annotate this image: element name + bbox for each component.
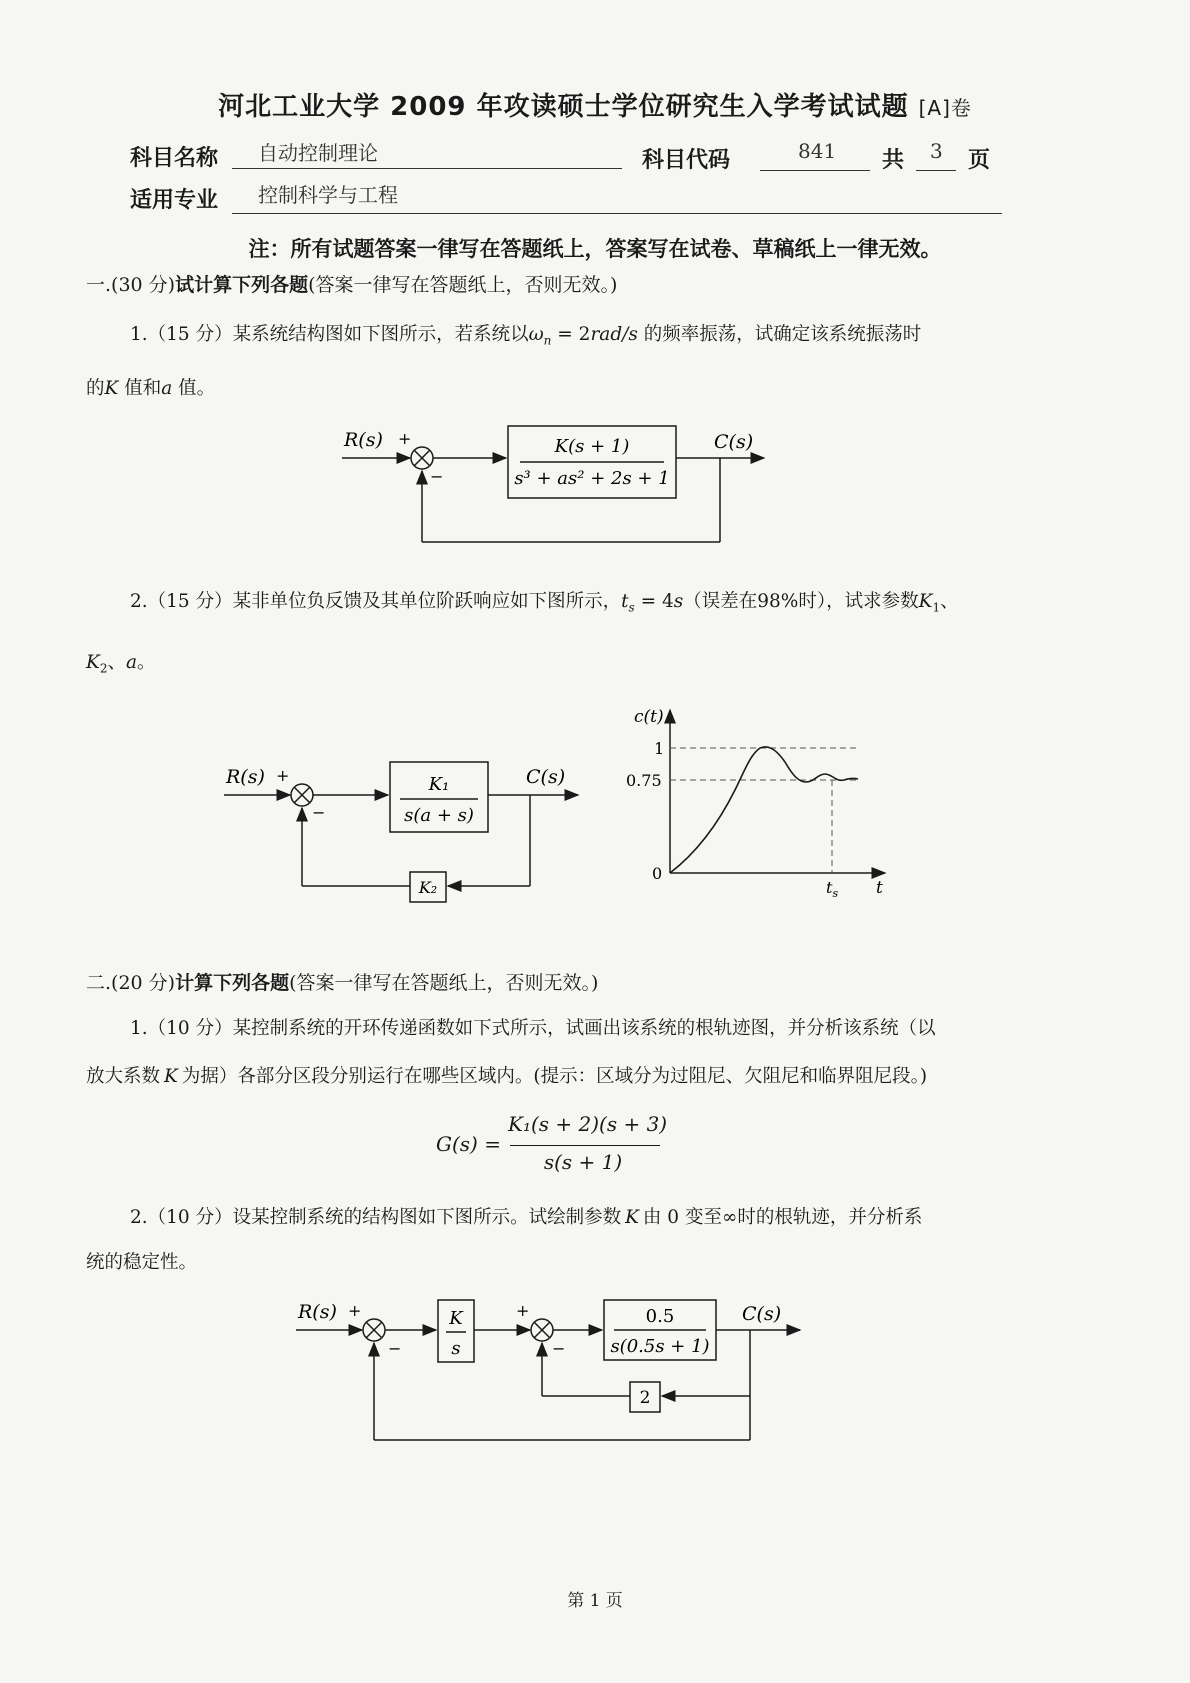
plot-xlabel: t — [876, 878, 883, 898]
s1-q2-plus: + — [276, 766, 290, 785]
subject-label: 科目名称 — [130, 146, 219, 171]
s2-q2-plus2: + — [516, 1301, 530, 1320]
s1-q1-plus: + — [398, 429, 412, 448]
plot-ylabel: c(t) — [634, 707, 664, 727]
formula-num: K₁(s + 2)(s + 3) — [508, 1112, 668, 1136]
s1-q1-num: K(s + 1) — [554, 436, 630, 457]
s1-q1-den: s³ + as² + 2s + 1 — [514, 468, 670, 489]
s1-q2-s: s — [673, 591, 684, 612]
section2-num: 二. — [86, 972, 112, 994]
total-pages: 3 — [930, 139, 943, 163]
total-label: 共 — [882, 148, 905, 173]
s1-q1-eq: = 2 — [551, 324, 591, 345]
s1-q2-K2-sub: 2 — [99, 661, 108, 676]
code-underline — [760, 170, 870, 171]
s1-q2-line1 — [130, 587, 959, 623]
s1-q1-block-diagram — [330, 418, 780, 553]
s1-q2-den: s(a + s) — [404, 805, 474, 826]
exam-title — [0, 86, 1190, 123]
major-value: 控制科学与工程 — [258, 183, 398, 207]
s1-q2-minus: − — [312, 803, 326, 822]
code-label: 科目代码 — [642, 148, 731, 173]
s1-q2-end: 。 — [137, 652, 156, 673]
s2-q2-line2: 统的稳定性。 — [86, 1252, 198, 1273]
s2-q2-minus2: − — [552, 1339, 566, 1358]
s2-q2-text-a: 2.（10 分）设某控制系统的结构图如下图所示。试绘制参数 — [130, 1207, 622, 1228]
s2-q2-minus1: − — [388, 1339, 402, 1358]
subject-value: 自动控制理论 — [258, 141, 378, 165]
exam-title-text: 河北工业大学 2009 年攻读硕士学位研究生入学考试试题 — [218, 92, 909, 122]
s1-q2-K1: K — [918, 591, 933, 612]
plot-ts — [826, 878, 838, 900]
total-underline — [916, 170, 956, 171]
s2-q2-line1 — [130, 1203, 922, 1233]
s2-q1-formula — [436, 1112, 696, 1182]
s1-q2-a: a — [125, 652, 138, 673]
s1-q1-text-d: 值和 — [118, 378, 162, 399]
code-value: 841 — [798, 139, 837, 163]
s1-q1-a: a — [161, 378, 173, 399]
s1-q2-K1-sub: 1 — [932, 600, 941, 615]
s1-q2-block-diagram — [220, 750, 600, 910]
s1-q2-sep2: 、 — [107, 652, 126, 673]
s1-q2-text-b: （误差在98%时），试求参数 — [683, 591, 919, 612]
s1-q1-line2 — [86, 374, 215, 404]
formula-lhs: G(s) = — [436, 1132, 501, 1156]
step-response-curve — [670, 747, 858, 873]
plot-tick-075: 0.75 — [626, 771, 662, 790]
s1-q2-ts-sub: s — [628, 600, 635, 615]
s1-q2-eq: = 4 — [634, 591, 674, 612]
plot-origin: 0 — [652, 864, 663, 883]
major-underline — [232, 213, 1002, 214]
s1-q2-output: C(s) — [526, 766, 566, 788]
section1-rest: (答案一律写在答题纸上，否则无效。) — [308, 274, 618, 296]
s2-q2-input: R(s) — [298, 1301, 337, 1323]
page-unit: 页 — [968, 148, 991, 173]
s2-q2-feedback: 2 — [639, 1388, 651, 1408]
s1-q1-text-c: 的 — [86, 378, 105, 399]
s1-q1-text-a: 1.（15 分）某系统结构图如下图所示，若系统以 — [130, 324, 529, 345]
s2-q1-line1: 1.（10 分）某控制系统的开环传递函数如下式所示，试画出该系统的根轨迹图，并分析该系统（以 — [130, 1018, 936, 1039]
s2-q2-den: s(0.5s + 1) — [610, 1336, 710, 1357]
s2-q1-line2 — [86, 1062, 927, 1092]
formula-den: s(s + 1) — [543, 1150, 623, 1174]
section2-rest: (答案一律写在答题纸上，否则无效。) — [289, 972, 599, 994]
s1-q2-input: R(s) — [226, 766, 265, 788]
subject-underline — [232, 168, 622, 169]
s2-q2-K: K — [625, 1207, 639, 1228]
s1-q1-input: R(s) — [344, 429, 383, 451]
s1-q1-output: C(s) — [714, 431, 754, 453]
s2-q2-k-num: K — [449, 1308, 463, 1329]
paper-version: [A]卷 — [918, 96, 972, 120]
s1-q2-num: K₁ — [428, 774, 450, 795]
s1-q1-line1 — [130, 320, 921, 356]
plot-tick-1: 1 — [654, 739, 665, 758]
s1-q1-omega-sub: n — [543, 333, 552, 348]
s2-q2-text-b: 由 0 变至∞时的根轨迹，并分析系 — [642, 1207, 923, 1228]
section1-bold: 试计算下列各题 — [175, 274, 309, 296]
s2-q1-K: K — [164, 1066, 178, 1087]
s2-q2-block-diagram — [290, 1290, 820, 1450]
s2-q1-text-a: 放大系数 — [86, 1066, 161, 1087]
section1-heading — [86, 270, 617, 297]
s1-q2-sep1: 、 — [940, 591, 959, 612]
s2-q2-output: C(s) — [742, 1303, 782, 1325]
s1-q2-line2 — [86, 648, 156, 684]
s2-q2-plus1: + — [348, 1301, 362, 1320]
s1-q1-text-b: 的频率振荡，试确定该系统振荡时 — [637, 324, 922, 345]
plot-ts-t: t — [826, 878, 833, 897]
exam-note: 注：所有试题答案一律写在答题纸上，答案写在试卷、草稿纸上一律无效。 — [248, 237, 942, 261]
s1-q1-text-e: 值。 — [172, 378, 216, 399]
section1-num: 一. — [86, 274, 112, 296]
page-number: 第 1 页 — [567, 1591, 623, 1611]
s1-q1-K: K — [104, 378, 119, 399]
s2-q2-num: 0.5 — [645, 1306, 675, 1327]
section2-bold: 计算下列各题 — [175, 972, 290, 994]
section1-score: (30 分) — [111, 274, 176, 296]
s1-q2-K2: K — [86, 652, 100, 673]
section2-heading — [86, 968, 598, 995]
s2-q2-k-den: s — [451, 1338, 461, 1359]
s2-q1-text-b: 为据）各部分区段分别运行在哪些区域内。(提示：区域分为过阻尼、欠阻尼和临界阻尼段。) — [181, 1066, 928, 1087]
section2-score: (20 分) — [111, 972, 176, 994]
major-label: 适用专业 — [130, 188, 219, 213]
formula-bar — [510, 1145, 660, 1146]
s1-q2-ts: t — [621, 591, 629, 612]
s1-q1-minus: − — [430, 467, 444, 486]
plot-ts-sub: s — [832, 887, 839, 900]
s1-q1-unit: rad/s — [590, 324, 638, 345]
s1-q1-omega: ω — [528, 324, 544, 345]
s1-q2-feedback: K₂ — [418, 878, 438, 897]
s1-q2-text-a: 2.（15 分）某非单位负反馈及其单位阶跃响应如下图所示， — [130, 591, 622, 612]
s1-q2-step-response — [610, 700, 900, 905]
